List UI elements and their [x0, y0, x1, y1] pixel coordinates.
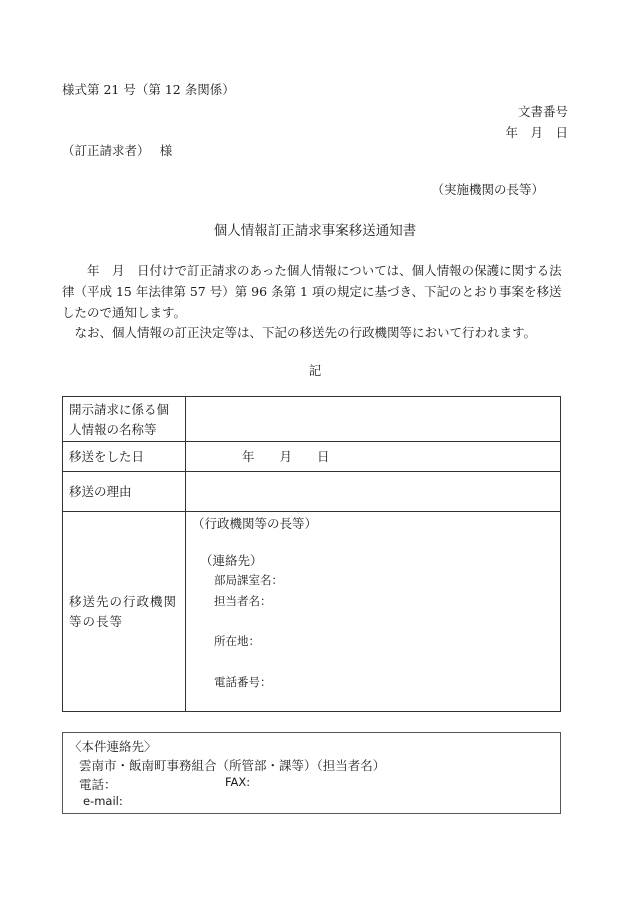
transfer-reason-value: [186, 472, 561, 512]
contact-heading: 〈本件連絡先〉: [69, 739, 157, 754]
body-paragraph-1: 年 月 日付けで訂正請求のあった個人情報については、個人情報の保護に関する法律（平成 15 年法律第 57 号）第 96 条第 1 項の規定に基づき、下記のとおり事案を移送したので通知します。: [62, 263, 562, 320]
table-row: [63, 397, 561, 442]
issue-date: 年 月 日: [505, 125, 568, 140]
transfer-date-label: 移送をした日: [63, 442, 186, 472]
table-row: [63, 472, 561, 512]
address-field: 所在地：: [214, 634, 260, 648]
contact-tel: 電話：: [79, 777, 117, 792]
transfer-table: [62, 396, 561, 712]
recipient: （訂正請求者） 様: [62, 143, 173, 158]
phone-field: 電話番号：: [214, 675, 272, 689]
destination-head: （行政機関等の長等）: [192, 516, 318, 531]
personal-info-name-value: [186, 397, 561, 442]
ki-heading: 記: [308, 363, 322, 378]
table-row: [63, 442, 561, 472]
contact-email: e-mail:: [83, 794, 123, 808]
document-title: 個人情報訂正請求事案移送通知書: [213, 223, 417, 239]
person-field: 担当者名：: [214, 594, 272, 608]
department-field: 部局課室名：: [214, 573, 283, 587]
document-number: 文書番号: [517, 104, 568, 119]
sender: （実施機関の長等）: [431, 182, 544, 197]
contact-box: [62, 732, 561, 814]
contact-organization: 雲南市・飯南町事務組合（所管部・課等）（担当者名）: [79, 758, 386, 773]
table-row: [63, 512, 561, 712]
form-number: 様式第 21 号（第 12 条関係）: [62, 82, 235, 97]
destination-label: 移送先の行政機関等の長等: [63, 512, 186, 712]
body-paragraph-2: なお、個人情報の訂正決定等は、下記の移送先の行政機関等において行われます。: [62, 325, 537, 340]
contact-head: （連絡先）: [200, 553, 263, 568]
personal-info-name-label: 開示請求に係る個人情報の名称等: [63, 397, 186, 442]
transfer-reason-label: 移送の理由: [63, 472, 186, 512]
contact-fax: FAX:: [225, 775, 251, 789]
destination-value: [186, 512, 561, 712]
transfer-date-value: 年 月 日: [186, 442, 561, 472]
